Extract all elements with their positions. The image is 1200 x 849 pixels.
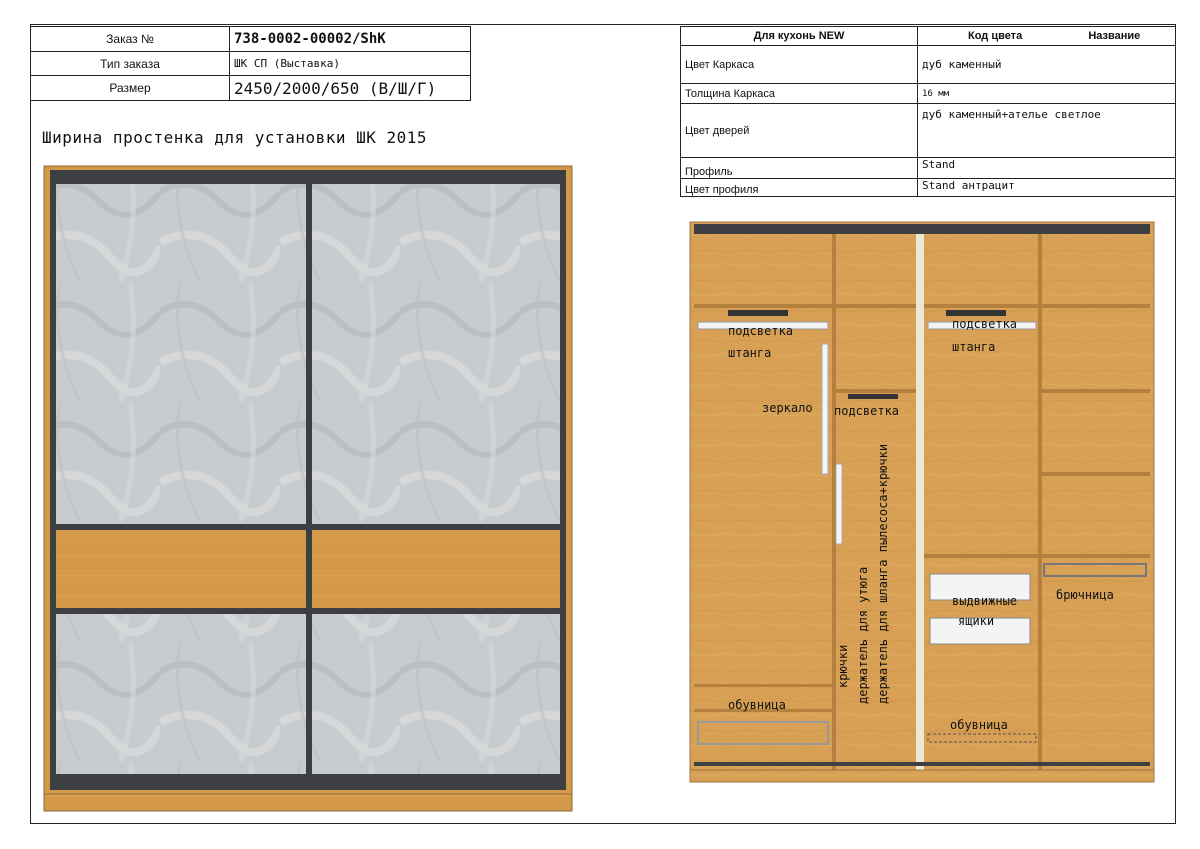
spec-value-door-color: дуб каменный+ателье светлое [918, 104, 1176, 158]
spec-table [680, 26, 1176, 197]
label-iron-holder: держатель для утюга [856, 566, 870, 704]
label-drawers-1: выдвижные [952, 594, 1018, 608]
label-rod-3: штанга [952, 340, 996, 354]
spec-label-profile-color: Цвет профиля [681, 179, 918, 197]
label-vacuum-holder: держатель для шланга пылесоса+крючки [876, 443, 890, 704]
label-trouser-rack: брючница [1056, 588, 1114, 602]
order-size-label: Размер [31, 76, 230, 101]
label-light-3: подсветка [952, 317, 1018, 331]
spec-value-carcass-thickness: 16 мм [918, 84, 1176, 104]
order-number-value: 738-0002-00002/ShK [230, 27, 471, 52]
spec-label-profile: Профиль [681, 158, 918, 179]
label-light-1: подсветка [728, 324, 794, 338]
label-drawers-2: ящики [958, 614, 995, 628]
label-shoe-rack-2: обувница [950, 718, 1008, 732]
spec-value-profile-color: Stand антрацит [918, 179, 1176, 197]
order-type-label: Тип заказа [31, 52, 230, 76]
spec-header-name: Название [1088, 30, 1141, 42]
label-rod-1: штанга [728, 346, 772, 360]
order-number-label: Заказ № [31, 27, 230, 52]
label-mirror: зеркало [762, 401, 813, 415]
label-hooks: крючки [836, 644, 850, 688]
spec-label-carcass-color: Цвет Каркаса [681, 46, 918, 84]
spec-header-code-name [918, 27, 1176, 46]
label-shoe-rack-1: обувница [728, 698, 786, 712]
spec-value-carcass-color: дуб каменный [918, 46, 1176, 84]
wardrobe-front-view [40, 162, 576, 817]
order-type-value: ШК СП (Выставка) [230, 52, 471, 76]
spec-header-code: Код цвета [968, 30, 1023, 42]
spec-value-profile: Stand [918, 158, 1176, 179]
spec-header-kitchens: Для кухонь NEW [681, 27, 918, 46]
label-light-2: подсветка [834, 404, 900, 418]
spec-label-door-color: Цвет дверей [681, 104, 918, 158]
spec-label-carcass-thickness: Толщина Каркаса [681, 84, 918, 104]
page-heading: Ширина простенка для установки ШК 2015 [42, 128, 428, 147]
order-size-value: 2450/2000/650 (В/Ш/Г) [230, 76, 471, 101]
order-table [30, 26, 471, 101]
